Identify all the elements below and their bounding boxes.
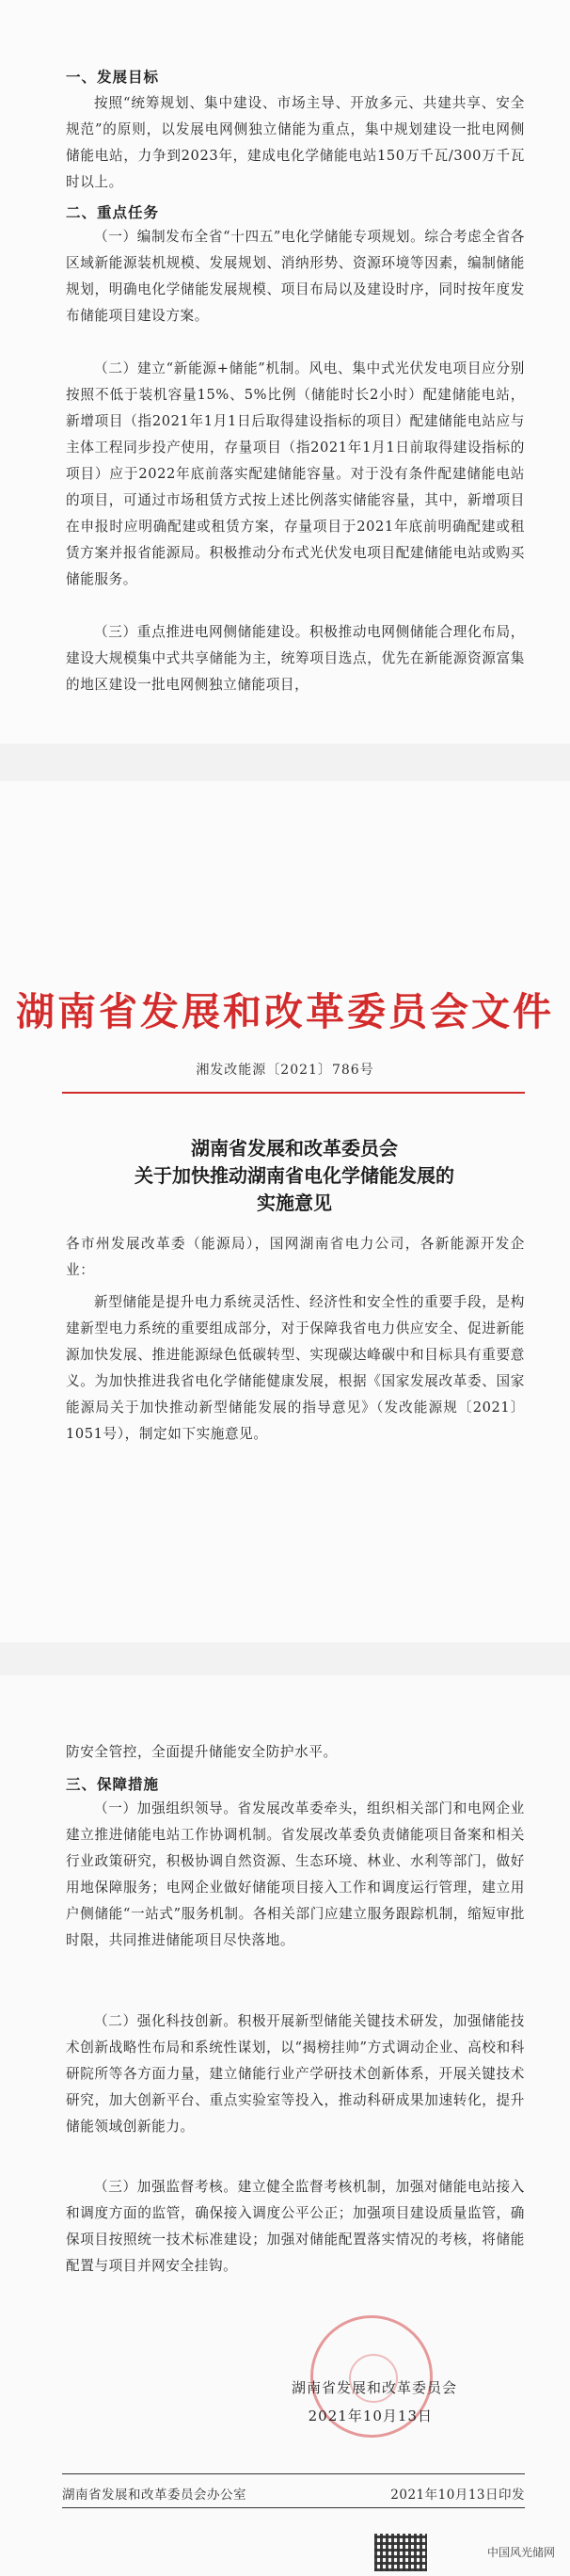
footer-print-date: 2021年10月13日印发 bbox=[390, 2488, 525, 2503]
goals-paragraph: 按照“统筹规划、集中建设、市场主导、开放多元、共建共享、安全规范”的原则，以发展电网侧独立储能为重点，集中规划建设一批电网侧储能电站，力争到2023年，建成电化学储能电站150万千瓦/300万千瓦时以上。 bbox=[66, 95, 525, 190]
page-3 bbox=[0, 1675, 570, 2576]
source-watermark: 中国风光储网 bbox=[486, 2546, 555, 2559]
title-line: 湖南省发展和改革委员会 bbox=[191, 1137, 398, 1160]
issue-date: 2021年10月13日 bbox=[308, 2408, 433, 2424]
title-line: 关于加快推动湖南省电化学储能发展的 bbox=[135, 1164, 454, 1187]
section-key-tasks bbox=[66, 201, 525, 222]
intro-block bbox=[66, 1289, 525, 1448]
goals-paragraph-block bbox=[66, 90, 525, 196]
title-line: 实施意见 bbox=[257, 1192, 332, 1214]
measure-2-block bbox=[66, 2008, 525, 2140]
addressee: 各市州发展改革委（能源局），国网湖南省电力公司，各新能源开发企业： bbox=[66, 1236, 525, 1278]
document-masthead: 湖南省发展和改革委员会文件 bbox=[16, 989, 554, 1034]
task-2-block bbox=[66, 356, 525, 593]
footer-rule-bottom bbox=[62, 2507, 525, 2508]
issuer-name: 湖南省发展和改革委员会 bbox=[291, 2379, 457, 2396]
carryover-text: 防安全管控，全面提升储能安全防护水平。 bbox=[66, 1744, 338, 1760]
task-paragraph: （二）建立“新能源+储能”机制。风电、集中式光伏发电项目应分别按照不低于装机容量15%、5%比例（储能时长2小时）配建储能电站，新增项目（指2021年1月1日后取得建设指标的项目）配建储能电站应与主体工程同步投产使用，存量项目（指2021年1月1日前取得建设指标的项目）应于2022年底前落实配建储能容量。对于没有条件配建储能电站的项目，可通过市场租赁方式按上述比例落实储能容量，其中，新增项目在申报时应明确配建或租赁方案，存量项目于2021年底前明确配建或租赁方案并报省能源局。积极推动分布式光伏发电项目配建储能电站或购买储能服务。 bbox=[66, 360, 525, 587]
footer-rule-top bbox=[62, 2473, 525, 2474]
addressee-block bbox=[66, 1231, 525, 1284]
measure-3-block bbox=[66, 2174, 525, 2280]
measure-1-block bbox=[66, 1796, 525, 1954]
task-1-block bbox=[66, 224, 525, 329]
task-paragraph: （一）编制发布全省“十四五”电化学储能专项规划。综合考虑全省各区域新能源装机规模、发展规划、消纳形势、资源环境等因素，编制储能规划，明确电化学储能发展规模、项目布局以及建设时序，同时按年度发布储能项目建设方案。 bbox=[66, 229, 525, 324]
measure-paragraph: （三）加强监督考核。建立健全监督考核机制，加强对储能电站接入和调度方面的监管，确保接入调度公平公正；加强项目建设质量监管，确保项目按照统一技术标准建设；加强对储能配置落实情况的考核，将储能配置与项目并网安全挂钩。 bbox=[66, 2179, 525, 2274]
section-safeguards bbox=[66, 1773, 525, 1794]
page-2 bbox=[0, 781, 570, 1642]
page-1 bbox=[0, 0, 570, 744]
section-heading: 二、重点任务 bbox=[66, 203, 160, 221]
footer bbox=[62, 2484, 525, 2503]
red-divider bbox=[62, 1092, 525, 1094]
task-3-block bbox=[66, 619, 525, 698]
footer-office: 湖南省发展和改革委员会办公室 bbox=[62, 2488, 246, 2503]
measure-paragraph: （一）加强组织领导。省发展改革委牵头，组织相关部门和电网企业建立推进储能电站工作协调机制。省发展改革委负责储能项目备案和相关行业政策研究，积极协调自然资源、生态环境、林业、水利等部门，做好用地保障服务；电网企业做好储能项目接入工作和调度运行管理，建立用户侧储能“一站式”服务机制。各相关部门应建立服务跟踪机制，缩短审批时限，共同推进储能项目尽快落地。 bbox=[66, 1800, 525, 1948]
qr-code-icon bbox=[374, 2534, 427, 2571]
document-number: 湘发改能源〔2021〕786号 bbox=[196, 1063, 374, 1078]
intro-paragraph: 新型储能是提升电力系统灵活性、经济性和安全性的重要手段，是构建新型电力系统的重要组成部分，对于保障我省电力供应安全、促进新能源加快发展、推进能源绿色低碳转型、实现碳达峰碳中和目标具有重要意义。为加快推进我省电化学储能健康发展，根据《国家发展改革委、国家能源局关于加快推动新型储能发展的指导意见》（发改能源规〔2021〕1051号），制定如下实施意见。 bbox=[66, 1294, 525, 1442]
carryover-block bbox=[66, 1739, 525, 1766]
section-heading: 三、保障措施 bbox=[66, 1775, 160, 1793]
task-paragraph: （三）重点推进电网侧储能建设。积极推动电网侧储能合理化布局，建设大规模集中式共享储能为主，统筹项目选点，优先在新能源资源富集的地区建设一批电网侧独立储能项目， bbox=[66, 624, 525, 693]
section-heading: 一、发展目标 bbox=[66, 68, 160, 86]
measure-paragraph: （二）强化科技创新。积极开展新型储能关键技术研发，加强储能技术创新战略性布局和系统性谋划，以“揭榜挂帅”方式调动企业、高校和科研院所等各方面力量，建立储能行业产学研技术创新体系，开展关键技术研究，加大创新平台、重点实验室等投入，推动科研成果加速转化，提升储能领域创新能力。 bbox=[66, 2013, 525, 2135]
document-title bbox=[56, 1135, 532, 1217]
section-development-goals bbox=[66, 66, 525, 87]
